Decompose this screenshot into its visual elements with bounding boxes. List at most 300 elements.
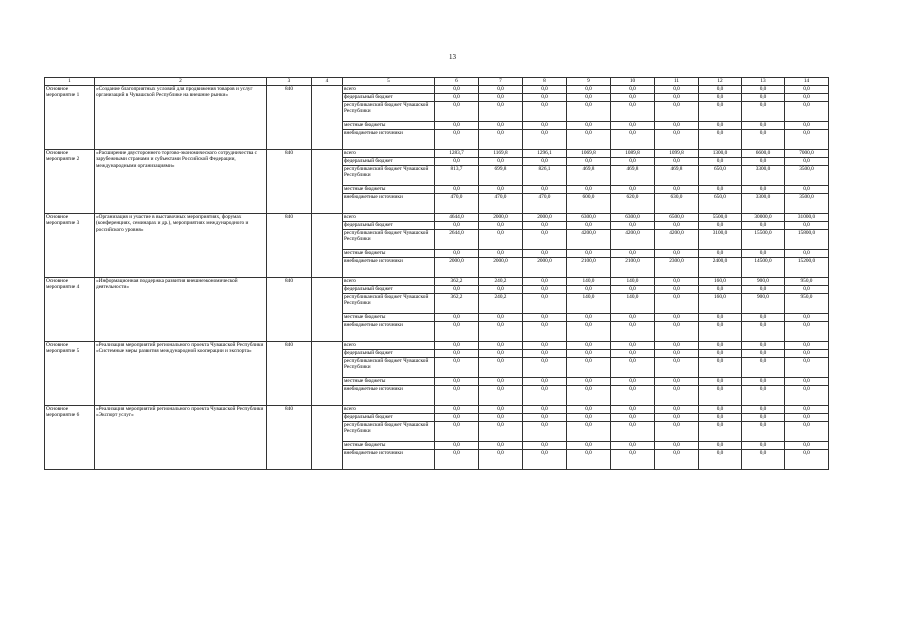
amount-cell: 0,0 <box>435 222 479 230</box>
amount-cell: 0,0 <box>435 450 479 470</box>
amount-cell: 0,0 <box>699 158 742 166</box>
amount-cell: 240,2 <box>479 278 523 286</box>
amount-cell: 160,0 <box>699 278 742 286</box>
amount-cell: 0,0 <box>523 294 567 314</box>
amount-cell: 0,0 <box>699 378 742 386</box>
amount-cell: 0,0 <box>742 442 785 450</box>
amount-cell: 5500,0 <box>699 214 742 222</box>
amount-cell: 0,0 <box>523 386 567 406</box>
amount-cell: 0,0 <box>523 86 567 94</box>
amount-cell: 2000,0 <box>479 214 523 222</box>
amount-cell: 0,0 <box>567 186 611 194</box>
amount-cell: 0,0 <box>742 342 785 350</box>
amount-cell: 0,0 <box>785 450 829 470</box>
column-number: 8 <box>523 78 567 86</box>
amount-cell: 0,0 <box>567 386 611 406</box>
empty-cell <box>312 342 343 406</box>
amount-cell: 0,0 <box>435 186 479 194</box>
event-title: «Расширение двустороннего торгово-экономического сотрудничества с зарубежными странами и субъектами Российской Федерации, международными организациями» <box>95 150 267 214</box>
amount-cell: 0,0 <box>435 442 479 450</box>
amount-cell: 0,0 <box>523 278 567 286</box>
amount-cell: 0,0 <box>655 322 699 342</box>
funding-source: внебюджетные источники <box>343 322 435 342</box>
amount-cell: 0,0 <box>479 322 523 342</box>
amount-cell: 0,0 <box>567 314 611 322</box>
amount-cell: 7000,0 <box>785 150 829 158</box>
amount-cell: 0,0 <box>699 94 742 102</box>
amount-cell: 0,0 <box>742 386 785 406</box>
amount-cell: 0,0 <box>479 358 523 378</box>
funding-source: республиканский бюджет Чувашской Республики <box>343 294 435 314</box>
amount-cell: 0,0 <box>699 422 742 442</box>
amount-cell: 0,0 <box>567 322 611 342</box>
amount-cell: 0,0 <box>785 102 829 122</box>
amount-cell: 0,0 <box>611 422 655 442</box>
amount-cell: 0,0 <box>611 86 655 94</box>
amount-cell: 0,0 <box>655 86 699 94</box>
amount-cell: 0,0 <box>435 406 479 414</box>
amount-cell: 0,0 <box>611 350 655 358</box>
amount-cell: 0,0 <box>655 294 699 314</box>
amount-cell: 813,7 <box>435 166 479 186</box>
amount-cell: 0,0 <box>785 442 829 450</box>
event-code: 840 <box>267 86 312 150</box>
amount-cell: 0,0 <box>785 86 829 94</box>
funding-source: республиканский бюджет Чувашской Республики <box>343 358 435 378</box>
amount-cell: 0,0 <box>567 414 611 422</box>
amount-cell: 0,0 <box>655 102 699 122</box>
amount-cell: 0,0 <box>523 350 567 358</box>
amount-cell: 0,0 <box>611 286 655 294</box>
amount-cell: 2100,0 <box>611 258 655 278</box>
amount-cell: 140,0 <box>611 278 655 286</box>
funding-source: федеральный бюджет <box>343 222 435 230</box>
amount-cell: 0,0 <box>655 186 699 194</box>
funding-source: всего <box>343 150 435 158</box>
funding-source: всего <box>343 214 435 222</box>
amount-cell: 0,0 <box>611 386 655 406</box>
table-row <box>45 342 829 350</box>
amount-cell: 0,0 <box>785 94 829 102</box>
funding-source: республиканский бюджет Чувашской Республики <box>343 422 435 442</box>
column-number: 2 <box>95 78 267 86</box>
amount-cell: 0,0 <box>785 422 829 442</box>
amount-cell: 0,0 <box>655 130 699 150</box>
amount-cell: 0,0 <box>479 314 523 322</box>
event-title: «Создание благоприятных условий для продвижения товаров и услуг организаций в Чувашской Республике на внешние рынки» <box>95 86 267 150</box>
amount-cell: 0,0 <box>435 122 479 130</box>
amount-cell: 0,0 <box>479 450 523 470</box>
amount-cell: 0,0 <box>699 130 742 150</box>
amount-cell: 1169,8 <box>479 150 523 158</box>
amount-cell: 160,0 <box>699 294 742 314</box>
amount-cell: 240,2 <box>479 294 523 314</box>
funding-source: всего <box>343 278 435 286</box>
amount-cell: 0,0 <box>435 158 479 166</box>
amount-cell: 0,0 <box>785 222 829 230</box>
amount-cell: 0,0 <box>435 94 479 102</box>
column-number: 10 <box>611 78 655 86</box>
column-number: 11 <box>655 78 699 86</box>
amount-cell: 0,0 <box>699 186 742 194</box>
event-title: «Информационная поддержка развития внешнеэкономической деятельности» <box>95 278 267 342</box>
amount-cell: 0,0 <box>479 86 523 94</box>
amount-cell: 0,0 <box>655 94 699 102</box>
amount-cell: 0,0 <box>742 450 785 470</box>
event-type: Основное мероприятие 2 <box>45 150 95 214</box>
amount-cell: 0,0 <box>742 222 785 230</box>
amount-cell: 0,0 <box>567 358 611 378</box>
amount-cell: 0,0 <box>435 250 479 258</box>
column-number: 6 <box>435 78 479 86</box>
amount-cell: 0,0 <box>655 414 699 422</box>
event-code: 840 <box>267 150 312 214</box>
amount-cell: 0,0 <box>742 378 785 386</box>
amount-cell: 2000,0 <box>435 258 479 278</box>
amount-cell: 0,0 <box>479 378 523 386</box>
amount-cell: 0,0 <box>523 414 567 422</box>
amount-cell: 470,0 <box>523 194 567 214</box>
amount-cell: 0,0 <box>567 222 611 230</box>
amount-cell: 469,8 <box>655 166 699 186</box>
funding-source: федеральный бюджет <box>343 414 435 422</box>
amount-cell: 0,0 <box>742 250 785 258</box>
amount-cell: 0,0 <box>435 314 479 322</box>
empty-cell <box>312 278 343 342</box>
funding-source: внебюджетные источники <box>343 450 435 470</box>
amount-cell: 1283,7 <box>435 150 479 158</box>
amount-cell: 950,0 <box>785 278 829 286</box>
amount-cell: 0,0 <box>655 442 699 450</box>
funding-source: внебюджетные источники <box>343 258 435 278</box>
amount-cell: 0,0 <box>567 122 611 130</box>
amount-cell: 0,0 <box>785 406 829 414</box>
funding-source: местные бюджеты <box>343 122 435 130</box>
amount-cell: 0,0 <box>523 250 567 258</box>
amount-cell: 0,0 <box>567 406 611 414</box>
amount-cell: 0,0 <box>699 314 742 322</box>
amount-cell: 0,0 <box>479 186 523 194</box>
table-row <box>45 278 829 286</box>
amount-cell: 0,0 <box>699 442 742 450</box>
amount-cell: 900,0 <box>742 294 785 314</box>
amount-cell: 0,0 <box>611 94 655 102</box>
amount-cell: 0,0 <box>523 230 567 250</box>
column-number: 7 <box>479 78 523 86</box>
funding-source: федеральный бюджет <box>343 94 435 102</box>
amount-cell: 0,0 <box>479 442 523 450</box>
funding-source: всего <box>343 86 435 94</box>
amount-cell: 0,0 <box>785 350 829 358</box>
amount-cell: 0,0 <box>523 158 567 166</box>
amount-cell: 1089,8 <box>611 150 655 158</box>
event-title: «Реализация мероприятий регионального проекта Чувашской Республики «Системные меры развития международной кооперации и экспорта» <box>95 342 267 406</box>
amount-cell: 0,0 <box>699 222 742 230</box>
amount-cell: 0,0 <box>567 450 611 470</box>
amount-cell: 0,0 <box>479 222 523 230</box>
amount-cell: 0,0 <box>699 386 742 406</box>
amount-cell: 0,0 <box>742 314 785 322</box>
amount-cell: 14500,0 <box>742 258 785 278</box>
amount-cell: 0,0 <box>785 342 829 350</box>
amount-cell: 2000,0 <box>523 258 567 278</box>
amount-cell: 0,0 <box>699 122 742 130</box>
amount-cell: 0,0 <box>523 442 567 450</box>
amount-cell: 470,0 <box>435 194 479 214</box>
amount-cell: 0,0 <box>567 286 611 294</box>
amount-cell: 0,0 <box>785 122 829 130</box>
funding-source: местные бюджеты <box>343 378 435 386</box>
amount-cell: 0,0 <box>785 378 829 386</box>
amount-cell: 0,0 <box>611 450 655 470</box>
funding-source: федеральный бюджет <box>343 350 435 358</box>
amount-cell: 0,0 <box>479 386 523 406</box>
amount-cell: 6300,0 <box>611 214 655 222</box>
event-title: «Реализация мероприятий регионального проекта Чувашской Республики «Экспорт услуг» <box>95 406 267 470</box>
amount-cell: 0,0 <box>567 102 611 122</box>
amount-cell: 0,0 <box>611 314 655 322</box>
amount-cell: 0,0 <box>655 386 699 406</box>
amount-cell: 0,0 <box>742 86 785 94</box>
amount-cell: 2400,0 <box>699 258 742 278</box>
amount-cell: 0,0 <box>742 422 785 442</box>
amount-cell: 0,0 <box>479 230 523 250</box>
amount-cell: 0,0 <box>479 130 523 150</box>
amount-cell: 0,0 <box>435 322 479 342</box>
amount-cell: 0,0 <box>611 358 655 378</box>
amount-cell: 0,0 <box>479 350 523 358</box>
amount-cell: 362,2 <box>435 278 479 286</box>
amount-cell: 0,0 <box>523 406 567 414</box>
amount-cell: 0,0 <box>742 130 785 150</box>
funding-source: местные бюджеты <box>343 314 435 322</box>
amount-cell: 0,0 <box>611 130 655 150</box>
funding-source: республиканский бюджет Чувашской Республики <box>343 230 435 250</box>
amount-cell: 0,0 <box>742 286 785 294</box>
amount-cell: 3500,0 <box>785 194 829 214</box>
amount-cell: 2300,0 <box>655 258 699 278</box>
amount-cell: 0,0 <box>523 378 567 386</box>
amount-cell: 0,0 <box>435 86 479 94</box>
amount-cell: 0,0 <box>479 158 523 166</box>
column-number: 13 <box>742 78 785 86</box>
amount-cell: 0,0 <box>655 450 699 470</box>
amount-cell: 0,0 <box>435 358 479 378</box>
amount-cell: 0,0 <box>479 406 523 414</box>
amount-cell: 0,0 <box>611 186 655 194</box>
amount-cell: 0,0 <box>611 222 655 230</box>
amount-cell: 470,0 <box>479 194 523 214</box>
amount-cell: 0,0 <box>611 414 655 422</box>
funding-source: федеральный бюджет <box>343 286 435 294</box>
funding-source: внебюджетные источники <box>343 386 435 406</box>
amount-cell: 0,0 <box>742 102 785 122</box>
amount-cell: 0,0 <box>611 342 655 350</box>
amount-cell: 0,0 <box>699 406 742 414</box>
column-number: 3 <box>267 78 312 86</box>
amount-cell: 0,0 <box>479 286 523 294</box>
amount-cell: 0,0 <box>435 350 479 358</box>
amount-cell: 0,0 <box>611 322 655 342</box>
amount-cell: 1296,1 <box>523 150 567 158</box>
event-code: 840 <box>267 406 312 470</box>
amount-cell: 0,0 <box>785 314 829 322</box>
funding-source: федеральный бюджет <box>343 158 435 166</box>
amount-cell: 0,0 <box>655 314 699 322</box>
amount-cell: 0,0 <box>699 286 742 294</box>
amount-cell: 0,0 <box>785 322 829 342</box>
header-row <box>45 78 829 86</box>
amount-cell: 0,0 <box>567 378 611 386</box>
amount-cell: 0,0 <box>655 222 699 230</box>
amount-cell: 0,0 <box>523 222 567 230</box>
amount-cell: 3100,0 <box>699 230 742 250</box>
amount-cell: 1069,8 <box>567 150 611 158</box>
amount-cell: 0,0 <box>742 122 785 130</box>
amount-cell: 0,0 <box>611 250 655 258</box>
amount-cell: 2100,0 <box>567 258 611 278</box>
table-row <box>45 406 829 414</box>
amount-cell: 0,0 <box>699 450 742 470</box>
funding-source: республиканский бюджет Чувашской Республики <box>343 102 435 122</box>
amount-cell: 0,0 <box>611 122 655 130</box>
amount-cell: 630,0 <box>655 194 699 214</box>
amount-cell: 2644,0 <box>435 230 479 250</box>
amount-cell: 4644,0 <box>435 214 479 222</box>
amount-cell: 0,0 <box>567 350 611 358</box>
funding-source: республиканский бюджет Чувашской Республики <box>343 166 435 186</box>
amount-cell: 0,0 <box>655 378 699 386</box>
amount-cell: 15800,0 <box>785 230 829 250</box>
funding-source: местные бюджеты <box>343 186 435 194</box>
amount-cell: 0,0 <box>523 358 567 378</box>
amount-cell: 0,0 <box>742 322 785 342</box>
column-number: 1 <box>45 78 95 86</box>
amount-cell: 826,1 <box>523 166 567 186</box>
amount-cell: 0,0 <box>611 442 655 450</box>
amount-cell: 15500,0 <box>742 230 785 250</box>
amount-cell: 469,8 <box>611 166 655 186</box>
empty-cell <box>312 86 343 150</box>
amount-cell: 0,0 <box>523 342 567 350</box>
amount-cell: 0,0 <box>611 378 655 386</box>
amount-cell: 0,0 <box>785 130 829 150</box>
amount-cell: 0,0 <box>435 386 479 406</box>
amount-cell: 0,0 <box>699 342 742 350</box>
amount-cell: 600,0 <box>567 194 611 214</box>
amount-cell: 0,0 <box>785 186 829 194</box>
funding-source: внебюджетные источники <box>343 130 435 150</box>
amount-cell: 30000,0 <box>742 214 785 222</box>
funding-table <box>44 77 829 470</box>
funding-source: местные бюджеты <box>343 442 435 450</box>
amount-cell: 3500,0 <box>785 166 829 186</box>
amount-cell: 4200,0 <box>567 230 611 250</box>
amount-cell: 0,0 <box>655 422 699 442</box>
amount-cell: 0,0 <box>699 414 742 422</box>
amount-cell: 0,0 <box>435 378 479 386</box>
amount-cell: 6600,0 <box>742 150 785 158</box>
amount-cell: 1099,8 <box>655 150 699 158</box>
amount-cell: 0,0 <box>785 286 829 294</box>
amount-cell: 3300,0 <box>742 194 785 214</box>
amount-cell: 6500,0 <box>655 214 699 222</box>
amount-cell: 0,0 <box>523 422 567 442</box>
table-row <box>45 214 829 222</box>
amount-cell: 620,0 <box>611 194 655 214</box>
amount-cell: 0,0 <box>655 350 699 358</box>
amount-cell: 0,0 <box>523 314 567 322</box>
amount-cell: 0,0 <box>655 158 699 166</box>
amount-cell: 6300,0 <box>567 214 611 222</box>
amount-cell: 0,0 <box>479 342 523 350</box>
funding-source: внебюджетные источники <box>343 194 435 214</box>
amount-cell: 0,0 <box>699 86 742 94</box>
page-number: 13 <box>449 53 456 61</box>
amount-cell: 0,0 <box>699 322 742 342</box>
amount-cell: 0,0 <box>567 158 611 166</box>
event-type: Основное мероприятие 6 <box>45 406 95 470</box>
amount-cell: 0,0 <box>655 358 699 378</box>
amount-cell: 0,0 <box>785 358 829 378</box>
amount-cell: 0,0 <box>479 102 523 122</box>
amount-cell: 3300,0 <box>742 166 785 186</box>
amount-cell: 0,0 <box>435 342 479 350</box>
amount-cell: 0,0 <box>655 406 699 414</box>
amount-cell: 31000,0 <box>785 214 829 222</box>
column-number: 5 <box>343 78 435 86</box>
amount-cell: 0,0 <box>435 130 479 150</box>
column-number: 9 <box>567 78 611 86</box>
amount-cell: 900,0 <box>742 278 785 286</box>
amount-cell: 0,0 <box>699 358 742 378</box>
amount-cell: 0,0 <box>785 158 829 166</box>
amount-cell: 0,0 <box>479 122 523 130</box>
amount-cell: 0,0 <box>523 130 567 150</box>
column-number: 14 <box>785 78 829 86</box>
amount-cell: 699,8 <box>479 166 523 186</box>
amount-cell: 4200,0 <box>611 230 655 250</box>
amount-cell: 0,0 <box>567 130 611 150</box>
amount-cell: 140,0 <box>567 278 611 286</box>
funding-source: всего <box>343 342 435 350</box>
event-code: 840 <box>267 214 312 278</box>
event-type: Основное мероприятие 1 <box>45 86 95 150</box>
column-number: 4 <box>312 78 343 86</box>
amount-cell: 0,0 <box>611 102 655 122</box>
amount-cell: 0,0 <box>479 414 523 422</box>
amount-cell: 0,0 <box>655 250 699 258</box>
amount-cell: 0,0 <box>785 250 829 258</box>
table-row <box>45 86 829 94</box>
empty-cell <box>312 406 343 470</box>
amount-cell: 0,0 <box>435 102 479 122</box>
event-type: Основное мероприятие 5 <box>45 342 95 406</box>
amount-cell: 0,0 <box>611 406 655 414</box>
amount-cell: 0,0 <box>523 102 567 122</box>
event-type: Основное мероприятие 3 <box>45 214 95 278</box>
amount-cell: 950,0 <box>785 294 829 314</box>
amount-cell: 4200,0 <box>655 230 699 250</box>
amount-cell: 362,2 <box>435 294 479 314</box>
empty-cell <box>312 214 343 278</box>
amount-cell: 0,0 <box>655 286 699 294</box>
amount-cell: 140,0 <box>567 294 611 314</box>
event-title: «Организация и участие в выставочных мероприятиях, форумах (конференциях, семинарах и др.), мероприятиях международного и российского уровня» <box>95 214 267 278</box>
amount-cell: 2000,0 <box>479 258 523 278</box>
amount-cell: 0,0 <box>435 414 479 422</box>
amount-cell: 0,0 <box>523 122 567 130</box>
